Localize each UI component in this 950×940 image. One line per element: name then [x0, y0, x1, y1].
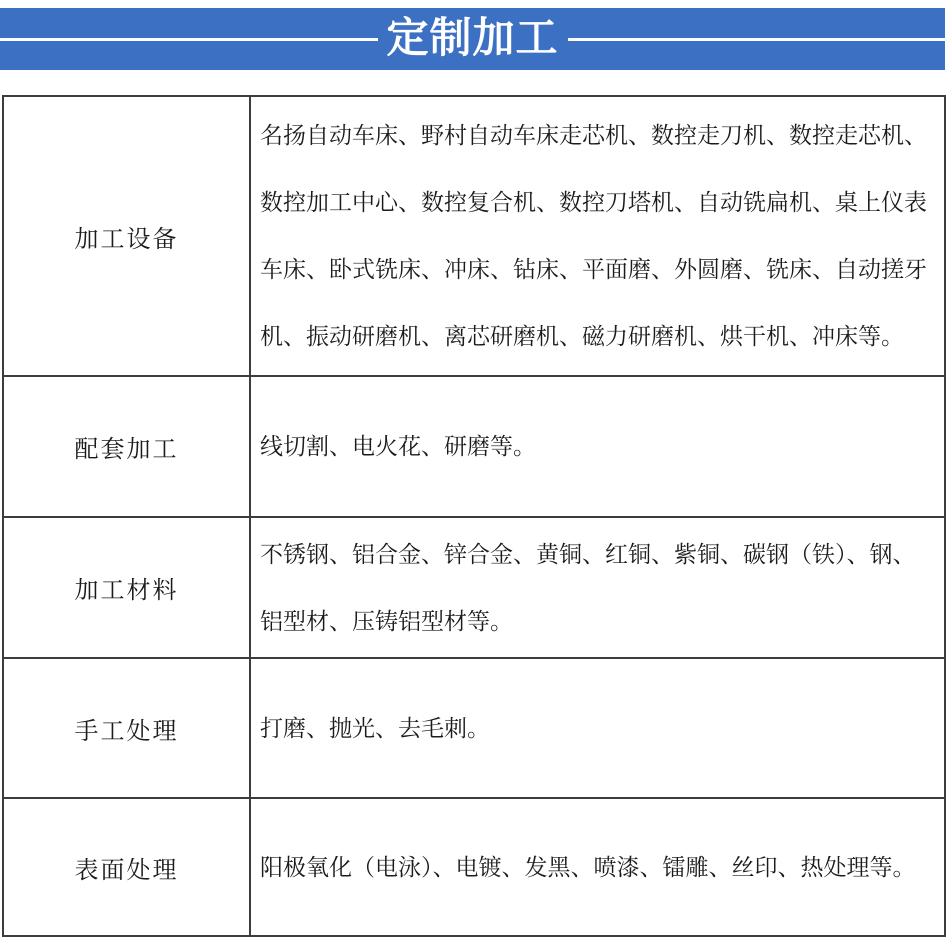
row-content-surface	[250, 798, 945, 936]
content-line: 线切割、电火花、研磨等。	[260, 433, 536, 459]
table-row-equipment	[3, 96, 945, 376]
row-label-support: 配套加工	[3, 376, 250, 517]
table-row-manual	[3, 658, 945, 798]
title-banner	[0, 8, 945, 70]
row-label-surface: 表面处理	[3, 798, 250, 936]
table-row-support	[3, 376, 945, 517]
content-line: 机、振动研磨机、离芯研磨机、磁力研磨机、烘干机、冲床等。	[260, 323, 904, 349]
title-right-rule	[568, 38, 946, 41]
content-line: 数控加工中心、数控复合机、数控刀塔机、自动铣扁机、桌上仪表	[260, 189, 927, 215]
content-line: 名扬自动车床、野村自动车床走芯机、数控走刀机、数控走芯机、	[260, 122, 927, 148]
row-content-manual	[250, 658, 945, 798]
content-line: 铝型材、压铸铝型材等。	[260, 607, 513, 634]
table-row-material	[3, 517, 945, 658]
page-title: 定制加工	[386, 13, 559, 61]
spec-table	[2, 95, 946, 937]
content-line: 车床、卧式铣床、冲床、钻床、平面磨、外圆磨、铣床、自动搓牙	[260, 256, 927, 282]
content-line: 打磨、抛光、去毛刺。	[260, 714, 490, 741]
title-left-rule	[0, 38, 378, 41]
row-label-equipment: 加工设备	[3, 96, 250, 376]
table-row-surface	[3, 798, 945, 936]
row-content-support	[250, 376, 945, 517]
content-line: 不锈钢、铝合金、锌合金、黄铜、红铜、紫铜、碳钢（铁）、钢、	[260, 540, 916, 567]
row-label-material: 加工材料	[3, 517, 250, 658]
content-line: 阳极氧化（电泳）、电镀、发黑、喷漆、镭雕、丝印、热处理等。	[260, 853, 916, 880]
row-label-manual: 手工处理	[3, 658, 250, 798]
row-content-material	[250, 517, 945, 658]
row-content-equipment	[250, 96, 945, 376]
